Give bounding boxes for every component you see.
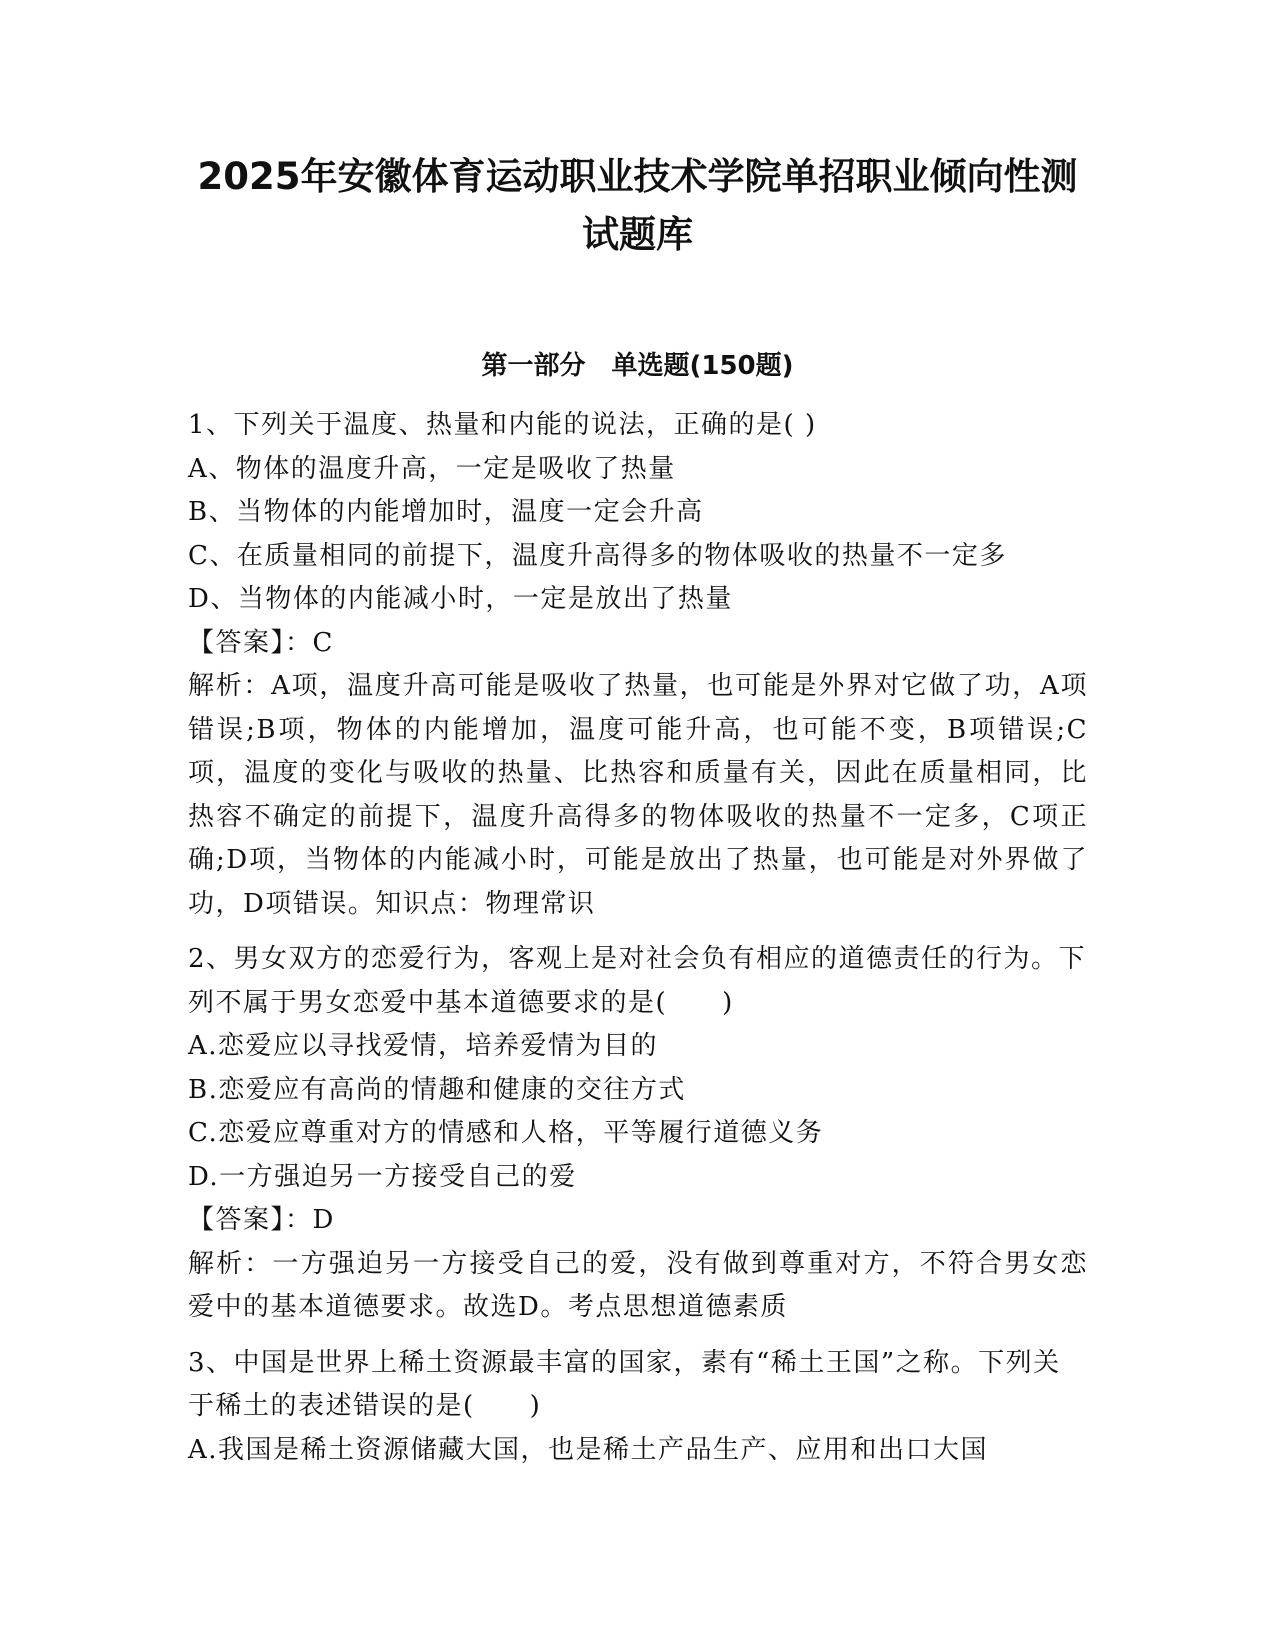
question-3 [188,1342,1088,1473]
option-c: C.恋爱应尊重对方的情感和人格，平等履行道德义务 [188,1118,824,1148]
option-d: D.一方强迫另一方接受自己的爱 [188,1161,577,1192]
option-d: D、当物体的内能减小时，一定是放出了热量 [188,584,733,614]
question-1 [188,404,1088,926]
option-c: C、在质量相同的前提下，温度升高得多的物体吸收的热量不一定多 [188,540,1007,571]
analysis-text: 解析：一方强迫另一方接受自己的爱，没有做到尊重对方，不符合男女恋爱中的基本道德要求。故选D。考点思想道德素质 [188,1248,1088,1322]
question-stem: 3、中国是世界上稀土资源最丰富的国家，素有“稀土王国”之称。下列关于稀土的表述错误的是( ) [188,1347,1061,1421]
option-a: A.我国是稀土资源储藏大国，也是稀土产品生产、应用和出口大国 [188,1434,989,1465]
answer-line: 【答案】：C [188,627,334,658]
question-list [188,404,1088,1484]
option-a: A、物体的温度升高，一定是吸收了热量 [188,453,676,484]
question-2 [188,938,1088,1330]
document-title [120,148,1155,264]
analysis-text: 解析：A项，温度升高可能是吸收了热量，也可能是外界对它做了功，A项错误;B项，物体的内能增加，温度可能升高，也可能不变，B项错误;C项，温度的变化与吸收的热量、比热容和质量有关，因此在质量相同，比热容不确定的前提下，温度升高得多的物体吸收的热量不一定多，C项正确;D项，当物体的内能减小时，可能是放出了热量，也可能是对外界做了功，D项错误。知识点：物理常识 [188,671,1088,919]
option-b: B、当物体的内能增加时，温度一定会升高 [188,497,704,527]
document-title-line-2: 试题库 [582,213,693,256]
answer-line: 【答案】：D [188,1205,335,1235]
question-stem: 1、下列关于温度、热量和内能的说法，正确的是( ) [188,410,817,440]
option-b: B.恋爱应有高尚的情趣和健康的交往方式 [188,1074,686,1105]
section-heading: 第一部分 单选题(150题) [481,351,794,381]
option-a: A.恋爱应以寻找爱情，培养爱情为目的 [188,1031,659,1061]
question-stem: 2、男女双方的恋爱行为，客观上是对社会负有相应的道德责任的行为。下列不属于男女恋爱中基本道德要求的是( ) [188,944,1087,1018]
document-title-line-1: 2025年安徽体育运动职业技术学院单招职业倾向性测 [197,155,1078,198]
